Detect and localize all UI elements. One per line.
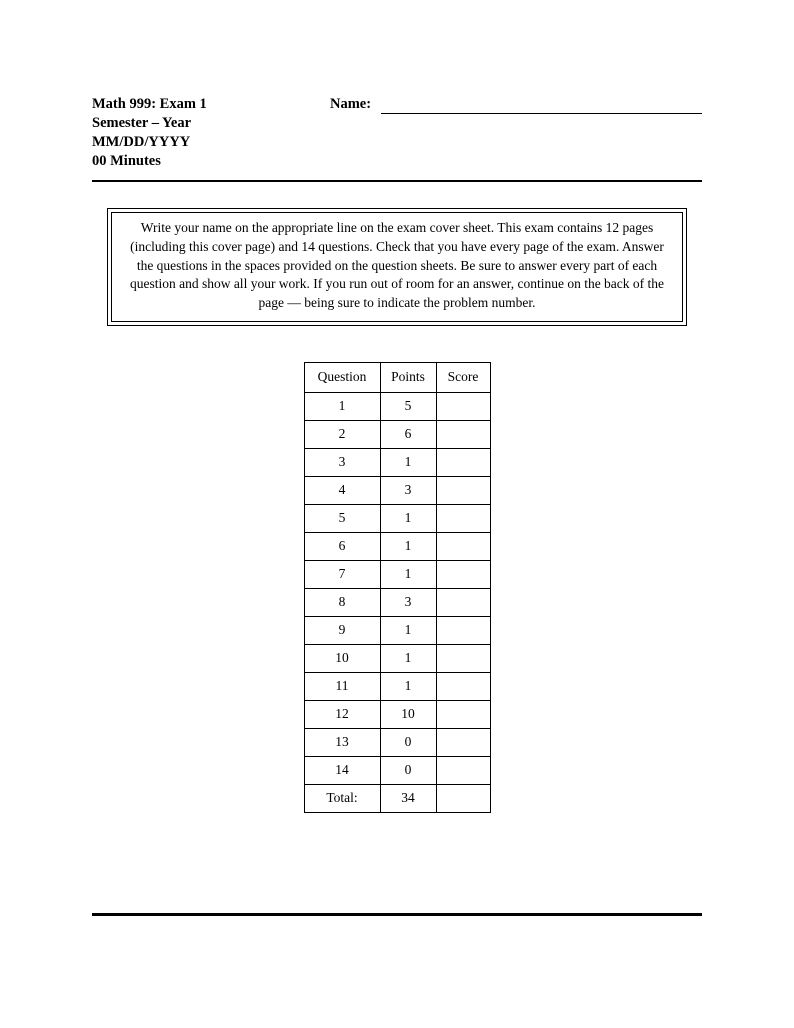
table-row (304, 588, 490, 616)
table-row (304, 476, 490, 504)
table-row (304, 644, 490, 672)
score-cell (436, 448, 490, 476)
instructions-box-inner (111, 212, 683, 322)
table-row (304, 728, 490, 756)
points-cell: 3 (380, 588, 436, 616)
table-row (304, 504, 490, 532)
score-cell (436, 588, 490, 616)
points-cell: 10 (380, 700, 436, 728)
question-cell: 3 (304, 448, 380, 476)
question-cell: 1 (304, 392, 380, 420)
score-table (304, 362, 491, 813)
score-cell (436, 644, 490, 672)
points-cell: 1 (380, 616, 436, 644)
table-row (304, 672, 490, 700)
points-cell: 0 (380, 756, 436, 784)
question-cell: 8 (304, 588, 380, 616)
score-cell (436, 672, 490, 700)
points-cell: 1 (380, 504, 436, 532)
score-cell (436, 700, 490, 728)
points-column-header: Points (380, 362, 436, 392)
question-cell: 7 (304, 560, 380, 588)
score-cell (436, 728, 490, 756)
name-label: Name: (330, 96, 372, 112)
question-cell: 6 (304, 532, 380, 560)
points-cell: 3 (380, 476, 436, 504)
points-cell: 5 (380, 392, 436, 420)
question-cell: 9 (304, 616, 380, 644)
score-cell (436, 476, 490, 504)
score-column-header: Score (436, 362, 490, 392)
question-cell: 2 (304, 420, 380, 448)
table-row (304, 532, 490, 560)
points-cell: 1 (380, 448, 436, 476)
points-cell: 1 (380, 644, 436, 672)
exam-date: MM/DD/YYYY (92, 134, 191, 150)
question-cell: 11 (304, 672, 380, 700)
points-cell: 1 (380, 560, 436, 588)
instructions-box (107, 208, 687, 326)
question-cell: 5 (304, 504, 380, 532)
table-row (304, 616, 490, 644)
instructions-text: Write your name on the appropriate line on the exam cover sheet. This exam contains 12 pages (including this cover page) and 14 questions. Check that you have every page of the exam. Answer the questions in the spaces provided on the question sheets. Be sure to answer every part of each question and show all your work. If you run out of room for an answer, continue on the back of the page — being sure to indicate the problem number. (129, 220, 665, 311)
bottom-rule (92, 913, 702, 916)
score-table-header-row (304, 362, 490, 392)
question-cell: 14 (304, 756, 380, 784)
points-cell: 1 (380, 672, 436, 700)
points-cell: 0 (380, 728, 436, 756)
exam-title: Math 999: Exam 1 (92, 96, 207, 112)
score-cell (436, 420, 490, 448)
table-row (304, 448, 490, 476)
score-cell (436, 392, 490, 420)
question-cell: 12 (304, 700, 380, 728)
name-blank-line (381, 97, 702, 114)
question-cell: 4 (304, 476, 380, 504)
table-row (304, 756, 490, 784)
exam-header (92, 95, 702, 171)
exam-semester: Semester – Year (92, 115, 192, 131)
table-row-total (304, 784, 490, 812)
table-row (304, 700, 490, 728)
table-row (304, 392, 490, 420)
score-cell (436, 616, 490, 644)
score-cell (436, 756, 490, 784)
total-score-cell (436, 784, 490, 812)
name-field (330, 95, 702, 114)
question-cell: 13 (304, 728, 380, 756)
score-cell (436, 532, 490, 560)
total-label-cell: Total: (304, 784, 380, 812)
points-cell: 1 (380, 532, 436, 560)
exam-duration: 00 Minutes (92, 153, 161, 169)
total-points-cell: 34 (380, 784, 436, 812)
score-cell (436, 560, 490, 588)
header-rule (92, 180, 702, 182)
table-row (304, 560, 490, 588)
points-cell: 6 (380, 420, 436, 448)
table-row (304, 420, 490, 448)
question-cell: 10 (304, 644, 380, 672)
question-column-header: Question (304, 362, 380, 392)
score-cell (436, 504, 490, 532)
